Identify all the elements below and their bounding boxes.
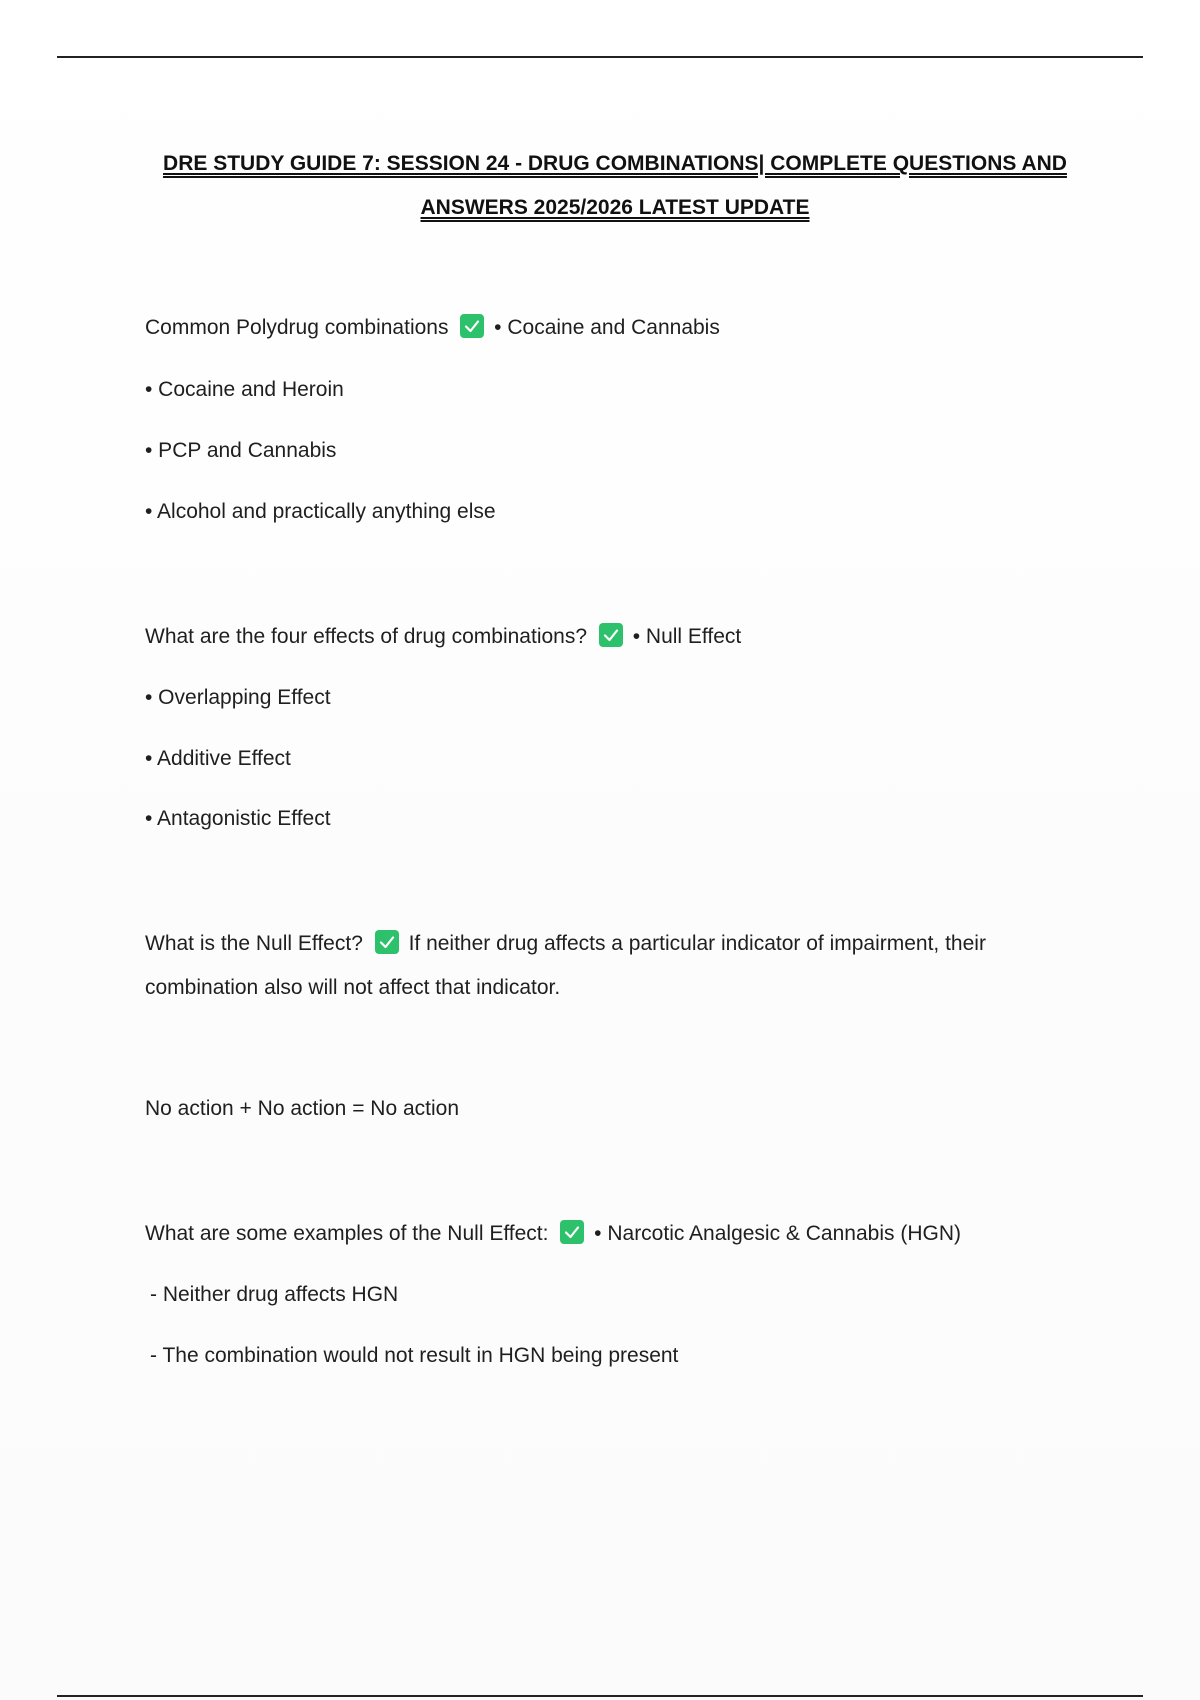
answer-line: • Overlapping Effect: [145, 686, 331, 709]
answer-text: • Cocaine and Cannabis: [494, 316, 720, 339]
answer-line: • Cocaine and Heroin: [145, 378, 344, 401]
answer-line: • Antagonistic Effect: [145, 807, 331, 830]
question-text: What are some examples of the Null Effect:: [145, 1222, 549, 1245]
question-text: Common Polydrug combinations: [145, 316, 449, 339]
question-text: What are the four effects of drug combinations?: [145, 625, 588, 648]
title-line-1: DRE STUDY GUIDE 7: SESSION 24 - DRUG COMBINATIONS| COMPLETE QUESTIONS AND: [163, 152, 1067, 175]
answer-text: • Narcotic Analgesic & Cannabis (HGN): [594, 1222, 961, 1245]
page-title: [130, 142, 1100, 230]
check-mark-icon: [460, 314, 484, 338]
qa-item-question: [145, 1219, 961, 1249]
qa-item-question: [145, 313, 720, 343]
answer-line: • Additive Effect: [145, 747, 291, 770]
answer-line: • Alcohol and practically anything else: [145, 500, 496, 523]
answer-line: - The combination would not result in HGN being present: [150, 1344, 679, 1367]
equation-line: No action + No action = No action: [145, 1097, 460, 1120]
header-rule: [57, 56, 1143, 58]
answer-line: combination also will not affect that indicator.: [145, 976, 561, 999]
answer-text: If neither drug affects a particular indicator of impairment, their: [408, 932, 986, 955]
question-text: What is the Null Effect?: [145, 932, 363, 955]
answer-line: • PCP and Cannabis: [145, 439, 337, 462]
answer-text: • Null Effect: [632, 625, 742, 648]
check-mark-icon: [375, 930, 399, 954]
answer-line: - Neither drug affects HGN: [150, 1283, 399, 1306]
check-mark-icon: [599, 623, 623, 647]
qa-item-question: [145, 622, 741, 652]
check-mark-icon: [560, 1220, 584, 1244]
footer-rule: [57, 1695, 1143, 1697]
qa-item-question: [145, 929, 986, 959]
title-line-2: ANSWERS 2025/2026 LATEST UPDATE: [420, 196, 810, 219]
